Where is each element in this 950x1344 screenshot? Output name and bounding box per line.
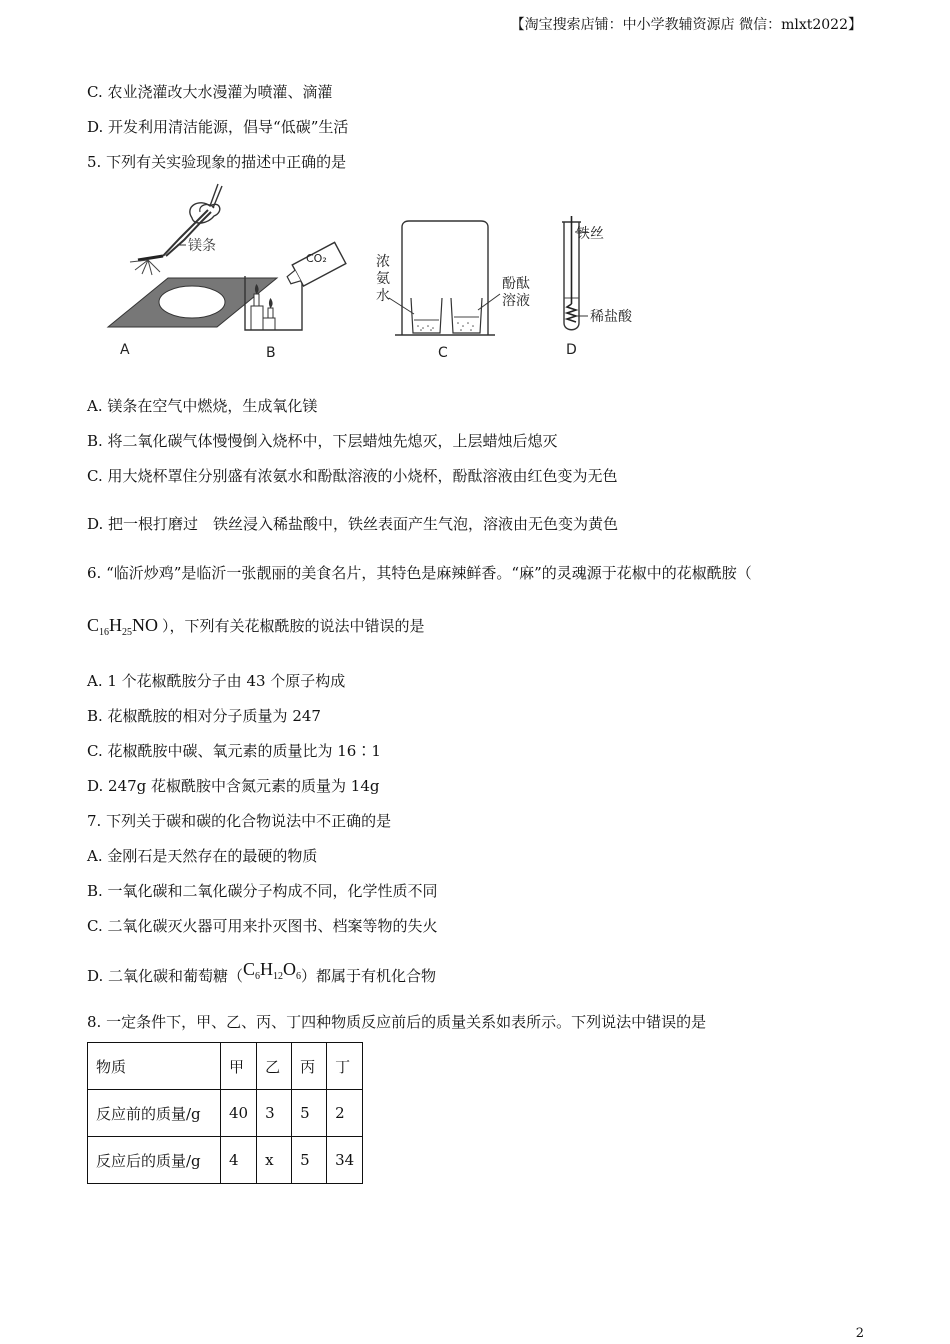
q6-stem-line2: $C_{16}H_{25}NO$ ），下列有关花椒酰胺的说法中错误的是 xyxy=(87,615,425,638)
q5-stem: 5. 下列有关实验现象的描述中正确的是 xyxy=(87,153,347,171)
table-cell: 3 xyxy=(257,1090,292,1137)
figure-d-iron-hcl xyxy=(562,216,633,330)
table-header-row xyxy=(88,1043,363,1090)
q7-option-b: B. 一氧化碳和二氧化碳分子构成不同，化学性质不同 xyxy=(87,882,438,900)
table-row xyxy=(88,1137,363,1184)
table-cell: 甲 xyxy=(221,1043,257,1090)
page-header: 【淘宝搜索店铺：中小学教辅资源店 微信：mlxt2022】 xyxy=(510,17,862,33)
q6-formula: $C_{16}H_{25}NO$ xyxy=(87,615,159,638)
q6-option-b: B. 花椒酰胺的相对分子质量为 247 xyxy=(87,707,321,725)
q5-option-c: C. 用大烧杯罩住分别盛有浓氨水和酚酞溶液的小烧杯，酚酞溶液由红色变为无色 xyxy=(87,467,618,485)
q8-mass-table xyxy=(87,1042,363,1184)
q7-option-d: D. 二氧化碳和葡萄糖$(C_6H_{12}O_6)$都属于有机化合物 xyxy=(87,959,437,985)
q6-option-d: D. 247g 花椒酰胺中含氮元素的质量为 14g xyxy=(87,777,380,795)
figure-c-ammonia-diffusion xyxy=(376,221,530,335)
q5-option-d: D. 把一根打磨过 铁丝浸入稀盐酸中，铁丝表面产生气泡，溶液由无色变为黄色 xyxy=(87,515,619,533)
label-ammonia-2: 氨 xyxy=(376,271,390,287)
table-cell: 5 xyxy=(292,1137,327,1184)
table-cell: 2 xyxy=(327,1090,363,1137)
q6-option-a: A. 1 个花椒酰胺分子由 43 个原子构成 xyxy=(87,672,346,690)
table-cell: 丁 xyxy=(327,1043,363,1090)
q5-experiment-figure xyxy=(80,180,660,370)
table-cell: x xyxy=(257,1137,292,1184)
figure-caption-c: C xyxy=(438,345,448,361)
q5-option-a: A. 镁条在空气中燃烧，生成氧化镁 xyxy=(87,397,318,415)
table-row xyxy=(88,1090,363,1137)
label-magnesium-ribbon: 镁条 xyxy=(188,238,216,254)
figure-caption-a: A xyxy=(120,342,130,358)
q7-formula: $C_6H_{12}O_6$ xyxy=(243,959,302,982)
label-phenolphthalein-1: 酚酞 xyxy=(502,276,530,292)
figure-caption-d: D xyxy=(566,342,577,358)
q7-option-c: C. 二氧化碳灭火器可用来扑灭图书、档案等物的失火 xyxy=(87,917,438,935)
table-cell: 乙 xyxy=(257,1043,292,1090)
table-cell: 反应前的质量/g xyxy=(88,1090,221,1137)
q7-stem: 7. 下列关于碳和碳的化合物说法中不正确的是 xyxy=(87,812,392,830)
q6-stem-line1: 6. “临沂炒鸡”是临沂一张靓丽的美食名片，其特色是麻辣鲜香。“麻”的灵魂源于花椒中的花椒酰胺（ xyxy=(87,564,752,582)
table-cell: 40 xyxy=(221,1090,257,1137)
q4-option-d: D. 开发利用清洁能源，倡导“低碳”生活 xyxy=(87,118,349,136)
label-dilute-hcl: 稀盐酸 xyxy=(590,309,632,325)
label-co2-bottle: CO₂ xyxy=(306,252,327,265)
label-iron-wire: 铁丝 xyxy=(576,226,604,242)
page-number: 2 xyxy=(855,1326,864,1341)
q8-stem: 8. 一定条件下，甲、乙、丙、丁四种物质反应前后的质量关系如表所示。下列说法中错误的是 xyxy=(87,1013,707,1031)
label-phenolphthalein-2: 溶液 xyxy=(502,293,530,309)
label-ammonia-1: 浓 xyxy=(376,254,390,270)
table-cell: 丙 xyxy=(292,1043,327,1090)
q5-option-b: B. 将二氧化碳气体慢慢倒入烧杯中，下层蜡烛先熄灭，上层蜡烛后熄灭 xyxy=(87,432,558,450)
table-cell: 物质 xyxy=(88,1043,221,1090)
q7-option-a: A. 金刚石是天然存在的最硬的物质 xyxy=(87,847,318,865)
table-cell: 反应后的质量/g xyxy=(88,1137,221,1184)
table-cell: 34 xyxy=(327,1137,363,1184)
figure-caption-b: B xyxy=(266,345,276,361)
q4-option-c: C. 农业浇灌改大水漫灌为喷灌、滴灌 xyxy=(87,83,333,101)
table-cell: 4 xyxy=(221,1137,257,1184)
table-cell: 5 xyxy=(292,1090,327,1137)
label-ammonia-3: 水 xyxy=(376,288,390,304)
q6-option-c: C. 花椒酰胺中碳、氧元素的质量比为 16∶1 xyxy=(87,742,381,760)
